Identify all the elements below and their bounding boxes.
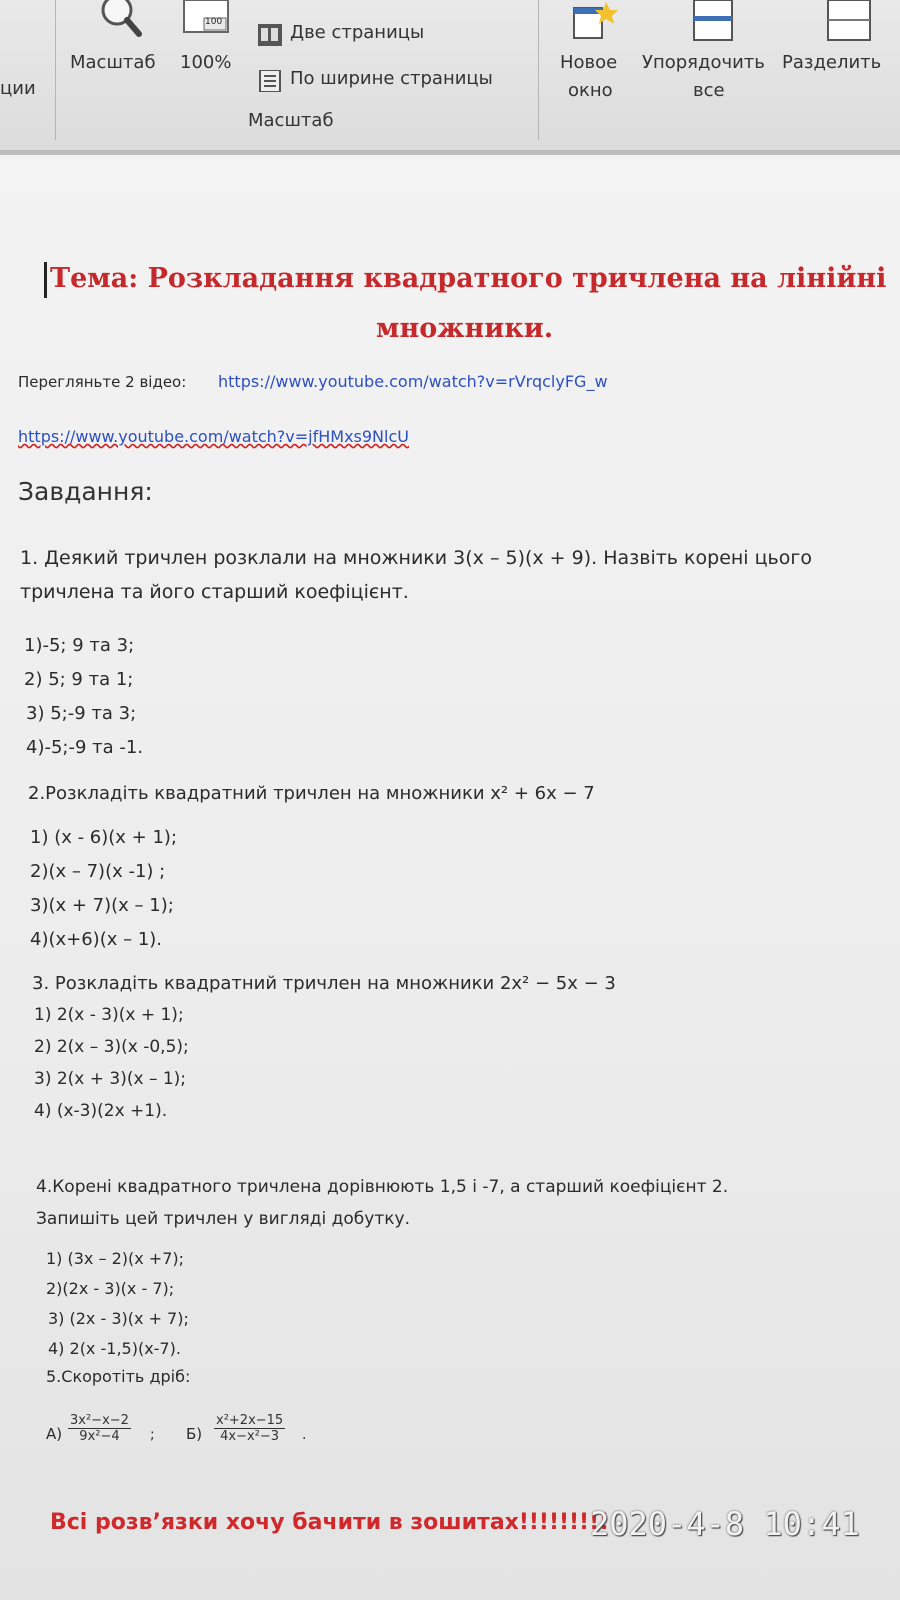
youtube-link-1[interactable]: https://www.youtube.com/watch?v=rVrqclyFG_w [218,372,608,391]
q5-a-end: ; [150,1427,155,1443]
arrange-all-icon[interactable] [692,0,734,42]
photo-timestamp: 2020-4-8 10:41 [590,1505,860,1543]
q2-option: 4)(x+6)(x – 1). [30,929,163,950]
q3-option: 2) 2(x – 3)(x -0,5); [34,1037,189,1057]
q5-a-numerator: 3x²−x−2 [70,1413,129,1428]
zoom-100-icon[interactable] [180,0,232,40]
question-5: 5.Скоротіть дріб: [46,1367,191,1386]
two-pages-icon [258,24,282,50]
footer-note: Всі розв’язки хочу бачити в зошитах!!!!!!!!! [50,1510,610,1535]
q1-option: 3) 5;-9 та 3; [26,703,137,724]
q2-option: 2)(x – 7)(x -1) ; [30,861,166,882]
text-cursor [44,262,47,298]
zoom-100-icon-text: 100 [205,17,223,27]
q1-option: 1)-5; 9 та 3; [24,635,135,656]
document-page[interactable] [0,155,900,1600]
zoom-button[interactable]: Масштаб [70,52,156,73]
ribbon [0,0,900,151]
ribbon-separator [55,0,56,140]
question-1-line2: тричлена та його старший коефіцієнт. [20,581,409,603]
question-4-line2: Запишіть цей тричлен у вигляді добутку. [36,1209,410,1229]
new-window-icon[interactable] [572,0,622,42]
video-prompt: Перегляньте 2 відео: [18,373,187,391]
zoom-group-label: Масштаб [248,110,334,131]
q5-a-denominator: 9x²−4 [79,1429,120,1444]
question-3: 3. Розкладіть квадратний тричлен на множники 2x² − 5x − 3 [32,973,616,994]
q5-b-fraction [214,1413,285,1444]
q2-option: 3)(x + 7)(x – 1); [30,895,174,916]
q3-option: 3) 2(x + 3)(x – 1); [34,1069,187,1089]
q1-option: 4)-5;-9 та -1. [26,737,144,758]
question-4-line1: 4.Корені квадратного тричлена дорівнюють 1,5 і -7, а старший коефіцієнт 2. [36,1177,729,1197]
q4-option: 1) (3x – 2)(x +7); [46,1249,185,1268]
ribbon-separator [538,0,539,140]
q2-option: 1) (x - 6)(x + 1); [30,827,178,848]
youtube-link-2[interactable]: https://www.youtube.com/watch?v=jfHMxs9NlcU [18,427,409,446]
q4-option: 4) 2(x -1,5)(x-7). [48,1339,181,1358]
q5-b-end: . [302,1427,307,1443]
q1-option: 2) 5; 9 та 1; [24,669,134,690]
tasks-heading: Завдання: [18,477,153,506]
new-window-line2[interactable]: окно [568,80,613,101]
split-button[interactable]: Разделить [782,52,882,73]
arrange-all-line2[interactable]: все [693,80,725,101]
arrange-all-line1[interactable]: Упорядочить [642,52,765,73]
q5-b-denominator: 4x−x²−3 [220,1429,280,1444]
question-2: 2.Розкладіть квадратний тричлен на множники x² + 6x − 7 [28,783,595,804]
two-pages-label: Две страницы [290,22,425,43]
q3-option: 4) (x-3)(2x +1). [34,1101,168,1121]
q4-option: 3) (2x - 3)(x + 7); [48,1309,189,1328]
q3-option: 1) 2(x - 3)(x + 1); [34,1005,184,1025]
page-width-icon [258,70,282,96]
question-1-line1: 1. Деякий тричлен розклали на множники 3(x – 5)(x + 9). Назвіть корені цього [20,547,812,569]
split-icon[interactable] [826,0,872,42]
magnifier-icon[interactable] [95,0,145,45]
q5-a-fraction [68,1413,131,1444]
zoom-100-button[interactable]: 100% [180,52,232,73]
page-title-line1: Тема: Розкладання квадратного тричлена на лінійні [50,263,887,294]
page-width-label: По ширине страницы [290,68,493,89]
q5-a-label: А) [46,1425,63,1443]
q4-option: 2)(2x - 3)(x - 7); [46,1279,175,1298]
q5-b-label: Б) [186,1425,203,1443]
new-window-line1[interactable]: Новое [560,52,618,73]
ribbon-partial-label: ции [0,78,36,99]
page-title-line2: множники. [376,313,554,344]
q5-b-numerator: x²+2x−15 [216,1413,284,1428]
